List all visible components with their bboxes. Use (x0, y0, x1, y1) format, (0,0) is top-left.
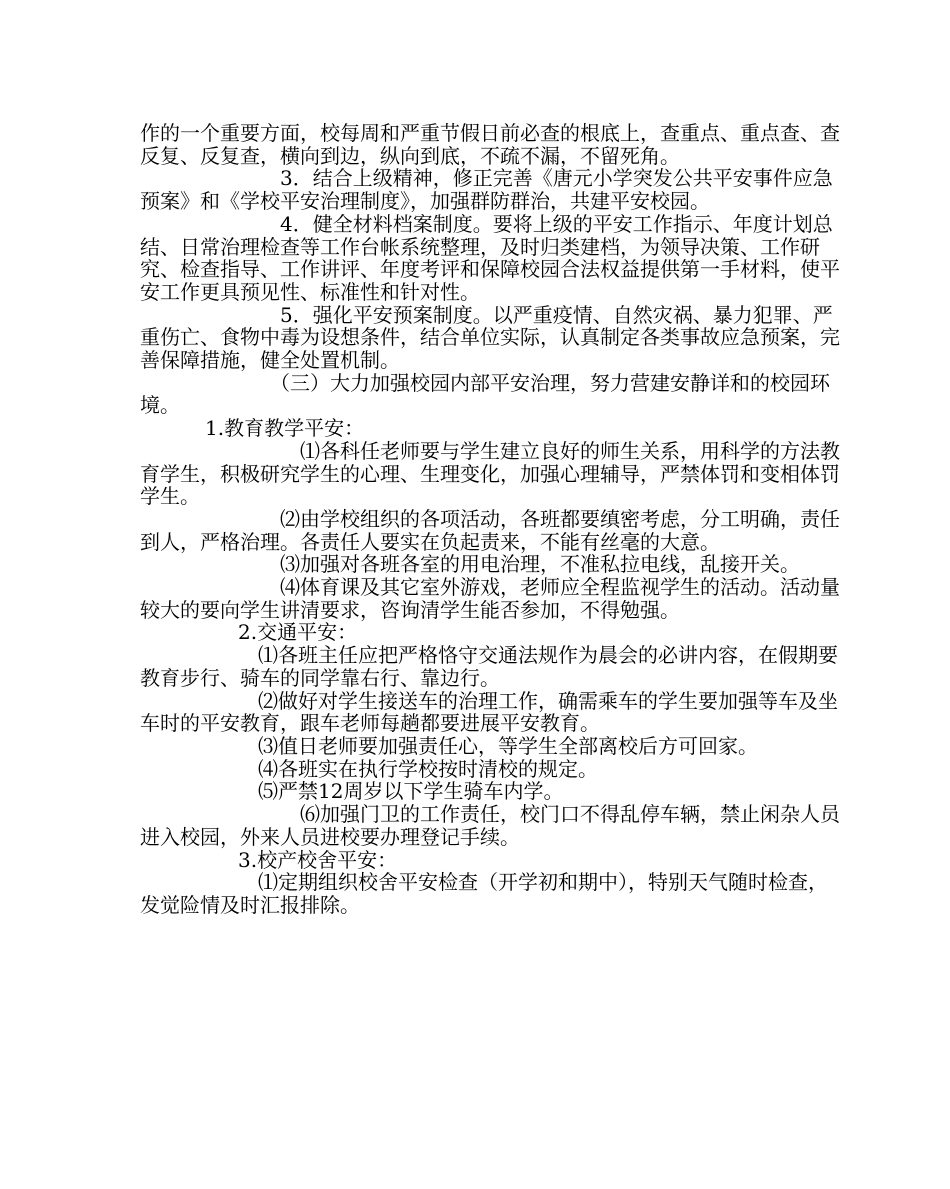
paragraph-text: ⑷各班实在执行学校按时清校的规定。 (258, 756, 598, 781)
paragraph-text: ⑶值日老师要加强责任心，等学生全部离校后方可回家。 (258, 733, 758, 758)
paragraph (140, 803, 840, 848)
paragraph-text: 3.校产校舍平安： (238, 847, 398, 872)
paragraph (140, 758, 840, 781)
paragraph-text: 4．健全材料档案制度。要将上级的平安工作指示、年度计划总结、日常治理检查等工作台帐系统整理，及时归类建档，为领导决策、工作研究、检查指导、工作讲评、年度考评和保障校园合法权益提供第一手材料，使平安工作更具预见性、标准性和针对性。 (140, 211, 840, 304)
paragraph-text: ⑸严禁12周岁以下学生骑车内学。 (258, 779, 564, 804)
paragraph-text: ⑶加强对各班各室的用电治理，不准私拉电线，乱接开关。 (280, 552, 800, 577)
section-heading (140, 372, 840, 417)
paragraph (140, 553, 840, 576)
paragraph-text: （三）大力加强校园内部平安治理，努力营建安静详和的校园环境。 (140, 370, 830, 418)
paragraph (140, 644, 840, 689)
paragraph (140, 735, 840, 758)
paragraph (140, 780, 840, 803)
paragraph (140, 508, 840, 553)
paragraph-text: 5．强化平安预案制度。以严重疫情、自然灾祸、暴力犯罪、严重伤亡、食物中毒为设想条件，结合单位实际，认真制定各类事故应急预案，完善保障措施，健全处置机制。 (140, 302, 840, 373)
subsection-heading (140, 849, 840, 872)
subsection-heading (140, 417, 840, 440)
paragraph-text: ⑴各科任老师要与学生建立良好的师生关系，用科学的方法教育学生，积极研究学生的心理、生理变化，加强心理辅导，严禁体罚和变相体罚学生。 (140, 438, 840, 509)
paragraph-text: 1.教育教学平安： (205, 416, 365, 441)
paragraph (140, 213, 840, 304)
paragraph (140, 304, 840, 372)
paragraph (140, 871, 840, 916)
paragraph (140, 690, 840, 735)
paragraph-text: 3．结合上级精神，修正完善《唐元小学突发公共平安事件应急预案》和《学校平安治理制度》，加强群防群治，共建平安校园。 (140, 166, 833, 214)
paragraph-text: 2.交通平安： (238, 620, 358, 645)
paragraph-text: 作的一个重要方面，校每周和严重节假日前必查的根底上，查重点、重点查、查反复、反复查，横向到边，纵向到底，不疏不漏，不留死角。 (140, 121, 840, 168)
paragraph (140, 122, 840, 167)
paragraph-text: ⑷体育课及其它室外游戏，老师应全程监视学生的活动。活动量较大的要向学生讲清要求，咨询清学生能否参加，不得勉强。 (140, 575, 840, 622)
paragraph-text: ⑴定期组织校舍平安检查（开学初和期中），特别天气随时检查，发觉险情及时汇报排除。 (140, 870, 828, 917)
paragraph (140, 167, 840, 212)
document-body (140, 122, 840, 917)
paragraph (140, 576, 840, 621)
paragraph-text: ⑴各班主任应把严格恪守交通法规作为晨会的必讲内容，在假期要教育步行、骑车的同学靠右行、靠边行。 (140, 643, 838, 690)
paragraph (140, 440, 840, 508)
subsection-heading (140, 621, 840, 644)
paragraph-text: ⑵由学校组织的各项活动，各班都要缜密考虑，分工明确，责任到人，严格治理。各责任人要实在负起责来，不能有丝毫的大意。 (140, 506, 840, 554)
paragraph-text: ⑵做好对学生接送车的治理工作，确需乘车的学生要加强等车及坐车时的平安教育，跟车老师每趟都要进展平安教育。 (140, 688, 838, 736)
paragraph-text: ⑹加强门卫的工作责任，校门口不得乱停车辆，禁止闲杂人员进入校园，外来人员进校要办理登记手续。 (140, 802, 840, 849)
